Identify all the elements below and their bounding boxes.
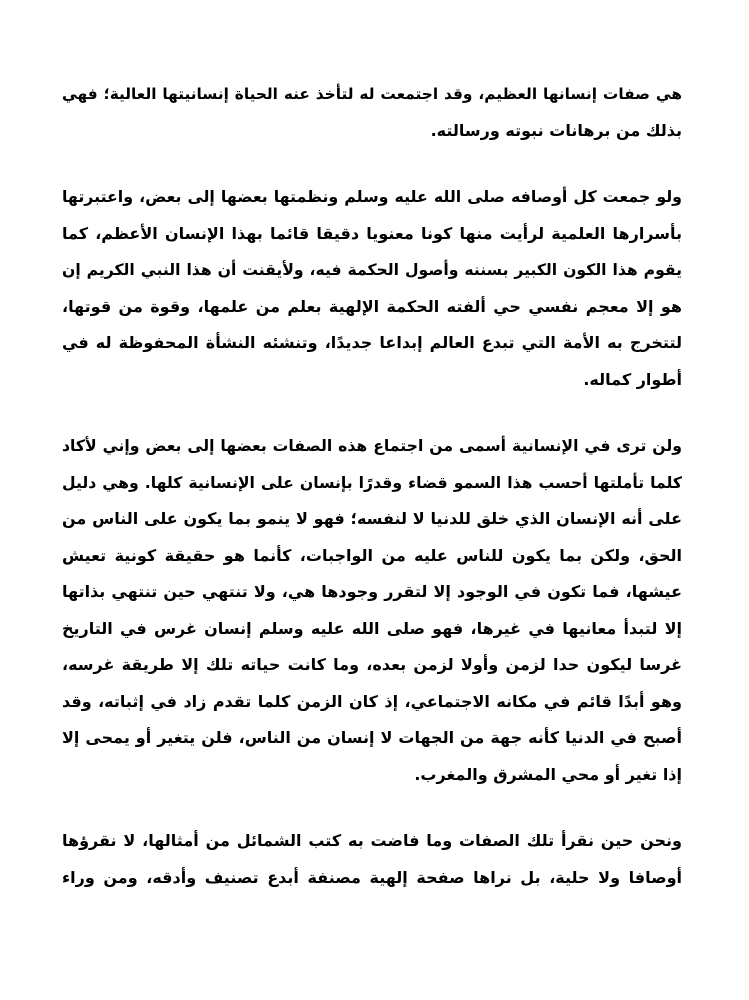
text-line: هو إلا معجم نفسي حي ألفته الحكمة الإلهية بعلم من علمها، وقوة من قوتها،: [62, 296, 682, 316]
text-line: ولن ترى في الإنسانية أسمى من اجتماع هذه الصفات بعضها إلى بعض وإني لأكاد: [62, 436, 682, 455]
text-line: على أنه الإنسان الذي خلق للدنيا لا لنفسه؛ فهو لا ينمو بما يكون على الناس من: [62, 509, 682, 528]
paragraph-3: [62, 428, 682, 793]
text-line: يقوم هذا الكون الكبير بسننه وأصول الحكمة فيه، ولأيقنت أن هذا النبي الكريم إن: [62, 260, 682, 279]
text-line: كلما تأملتها أحسب هذا السمو قضاء وقدرًا بإنسان على الإنسانية كلها. وهي دليل: [62, 472, 682, 492]
text-line: وهو أبدًا قائم في مكانه الاجتماعي، إذ كان الزمن كلما تقدم زاد في إثباته، وقد: [62, 691, 682, 711]
text-line: غرسا ليكون حدا لزمن وأولا لزمن بعده، وما كانت حياته تلك إلا طريقة غرسه،: [62, 655, 682, 674]
text-line: أصبح في الدنيا كأنه جهة من الجهات لا إنسان من الناس، فلن يتغير أو يمحى إلا: [62, 728, 682, 747]
paragraph-4: [62, 823, 682, 896]
text-line: إذا تغير أو محي المشرق والمغرب.: [414, 764, 682, 784]
document-page: [62, 76, 682, 896]
text-line: ولو جمعت كل أوصافه صلى الله عليه وسلم ونظمتها بعضها إلى بعض، واعتبرتها: [62, 187, 682, 206]
text-line: هي صفات إنسانها العظيم، وقد اجتمعت له لتأخذ عنه الحياة إنسانيتها العالية؛ فهي: [62, 85, 682, 103]
paragraph-2: [62, 179, 682, 398]
text-line: ونحن حين نقرأ تلك الصفات وما فاضت به كتب الشمائل من أمثالها، لا نقرؤها: [62, 831, 682, 850]
paragraph-1: [62, 76, 682, 149]
text-line: الحق، ولكن بما يكون للناس عليه من الواجبات، كأنما هو حقيقة كونية تعيش: [62, 545, 682, 565]
text-line: أطوار كماله.: [583, 369, 682, 389]
text-line: عيشها، فما تكون في الوجود إلا لتقرر وجودها هي، ولا تنتهي حين تنتهي بذاتها: [62, 582, 682, 601]
text-line: بأسرارها العلمية لرأيت منها كونا معنويا دقيقا قائما بهذا الإنسان الأعظم، كما: [62, 223, 682, 243]
text-line: أوصافا ولا حلية، بل نراها صفحة إلهية مصنفة أبدع تصنيف وأدقه، ومن وراء: [62, 867, 682, 887]
text-line: بذلك من برهانات نبوته ورسالته.: [430, 120, 682, 140]
text-line: إلا لتبدأ معانيها في غيرها، فهو صلى الله عليه وسلم إنسان غرس في التاريخ: [62, 618, 682, 638]
text-line: لتتخرج به الأمة التي تبدع العالم إبداعا جديدًا، وتنشئه النشأة المحفوظة له في: [62, 333, 682, 352]
